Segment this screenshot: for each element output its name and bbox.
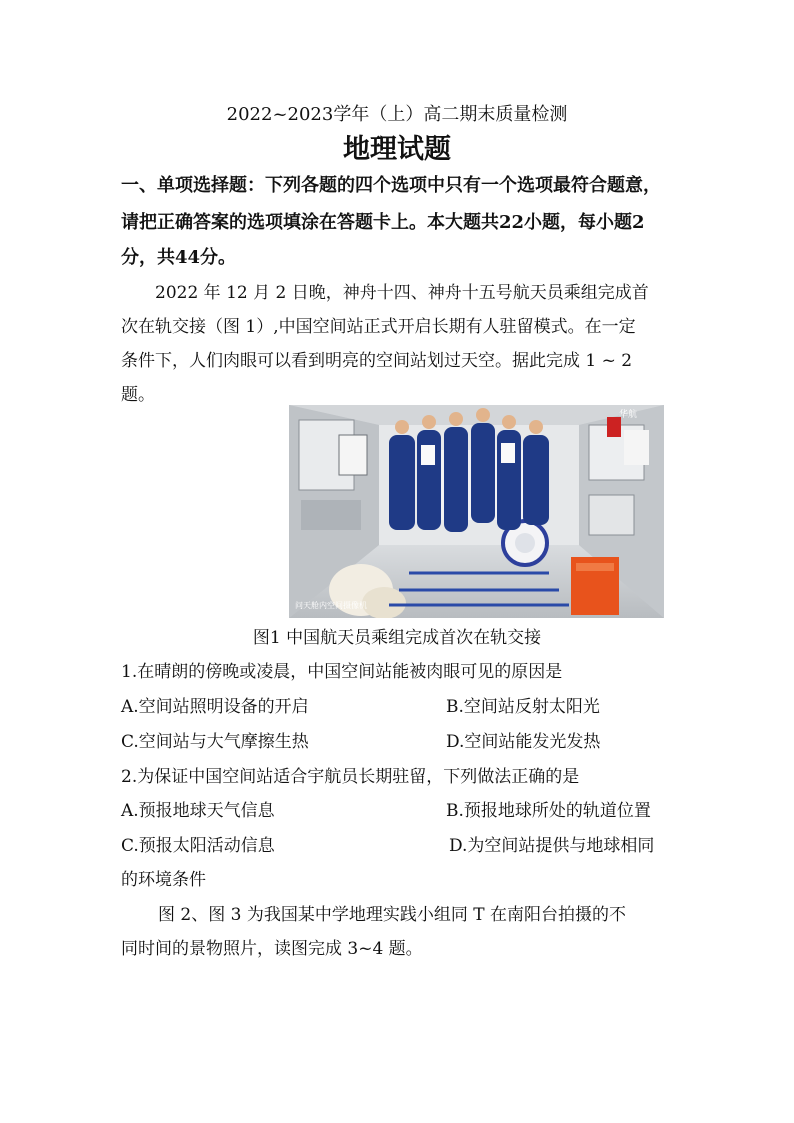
intro2-line-2: 同时间的景物照片，读图完成 3~4 题。 bbox=[121, 939, 423, 959]
question-2-option-d-continued: 的环境条件 bbox=[121, 870, 206, 890]
figure1-overlay-text: 问天舱内空间摄像机 bbox=[295, 601, 367, 610]
intro1-line-2: 次在轨交接（图 1）,中国空间站正式开启长期有人驻留模式。在一定 bbox=[121, 317, 636, 337]
page-title: 地理试题 bbox=[343, 134, 451, 165]
question-2-option-d: D.为空间站提供与地球相同 bbox=[449, 836, 655, 856]
exam-subtitle: 2022~2023学年（上）高二期末质量检测 bbox=[226, 104, 568, 125]
figure1-photo bbox=[289, 405, 664, 618]
figure1-logo-text: 华航 bbox=[619, 410, 638, 420]
section-instruction-line-3: 分，共44分。 bbox=[121, 247, 237, 268]
intro1-line-1: 2022 年 12 月 2 日晚，神舟十四、神舟十五号航天员乘组完成首 bbox=[155, 283, 649, 303]
intro1-line-4: 题。 bbox=[121, 385, 155, 405]
intro2-line-1: 图 2、图 3 为我国某中学地理实践小组同 T 在南阳台拍摄的不 bbox=[158, 905, 626, 925]
question-2-option-b: B.预报地球所处的轨道位置 bbox=[446, 801, 651, 821]
question-2-stem: 2.为保证中国空间站适合宇航员长期驻留，下列做法正确的是 bbox=[121, 767, 580, 787]
question-1-option-b: B.空间站反射太阳光 bbox=[446, 697, 600, 717]
question-1-option-d: D.空间站能发光发热 bbox=[446, 732, 601, 752]
section-instruction-line-2: 请把正确答案的选项填涂在答题卡上。本大题共22小题，每小题2 bbox=[121, 212, 645, 233]
question-1-stem: 1.在晴朗的傍晚或凌晨，中国空间站能被肉眼可见的原因是 bbox=[121, 662, 563, 682]
question-2-option-c: C.预报太阳活动信息 bbox=[121, 836, 275, 856]
question-1-option-c: C.空间站与大气摩擦生热 bbox=[121, 732, 309, 752]
section-instruction-line-1: 一、单项选择题：下列各题的四个选项中只有一个选项最符合题意， bbox=[121, 175, 661, 196]
question-1-option-a: A.空间站照明设备的开启 bbox=[121, 697, 309, 717]
question-2-option-a: A.预报地球天气信息 bbox=[121, 801, 275, 821]
figure1-caption: 图1 中国航天员乘组完成首次在轨交接 bbox=[252, 628, 542, 648]
intro1-line-3: 条件下，人们肉眼可以看到明亮的空间站划过天空。据此完成 1 ~ 2 bbox=[121, 351, 633, 371]
